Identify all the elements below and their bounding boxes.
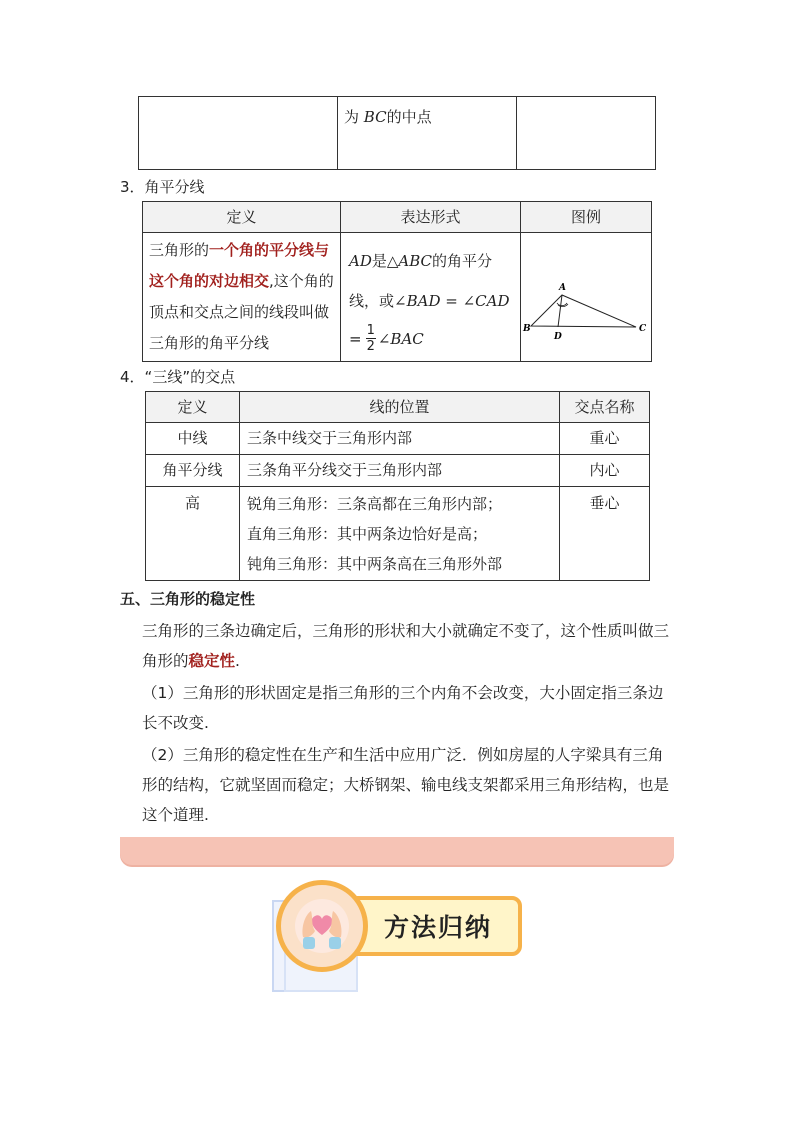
table-row: 中线 三条中线交于三角形内部 重心 bbox=[146, 423, 650, 455]
angle-bisector-table bbox=[142, 201, 652, 362]
figure-cell bbox=[521, 233, 652, 362]
label-d: D bbox=[554, 332, 562, 342]
angle-bisector-figure bbox=[521, 233, 651, 358]
top-table-cell-right bbox=[517, 97, 656, 170]
definition-cell: 三角形的一个角的平分线与这个角的对边相交,这个角的顶点和交点之间的线段叫做三角形的角平分线 bbox=[143, 233, 341, 362]
section3-title: 3．角平分线 bbox=[120, 178, 205, 196]
header-figure: 图例 bbox=[521, 202, 652, 233]
intersection-table bbox=[145, 391, 650, 581]
section5-paragraph-2: （1）三角形的形状固定是指三角形的三个内角不会改变，大小固定指三条边长不改变. bbox=[142, 684, 664, 732]
method-summary-banner bbox=[268, 870, 526, 998]
var-bc: BC bbox=[363, 108, 387, 126]
top-table-cell-mid: 为 BC的中点 bbox=[338, 97, 517, 170]
banner-circle bbox=[276, 880, 368, 972]
header-name: 交点名称 bbox=[560, 392, 650, 423]
section5-title: 五、三角形的稳定性 bbox=[120, 590, 256, 608]
header-def: 定义 bbox=[146, 392, 240, 423]
section5-paragraph-1: 三角形的三条边确定后，三角形的形状和大小就确定不变了，这个性质叫做三角形的稳定性. bbox=[142, 622, 670, 670]
label-c: C bbox=[639, 324, 647, 334]
top-table-cell-left bbox=[139, 97, 338, 170]
header-expression: 表达形式 bbox=[341, 202, 521, 233]
banner-title: 方法归纳 bbox=[384, 913, 493, 942]
table-row: 角平分线 三条角平分线交于三角形内部 内心 bbox=[146, 455, 650, 487]
label-b: B bbox=[523, 324, 531, 334]
header-position: 线的位置 bbox=[240, 392, 560, 423]
expression-cell: AD是△ABC的角平分 线，或∠BAD = ∠CAD = $\frac{1}{2}$ ∠BAC bbox=[341, 233, 521, 362]
definition-highlight: 一个角的平分线与这个角的对边相交 bbox=[149, 241, 330, 290]
heart-hands-icon bbox=[293, 897, 351, 955]
section-divider-bar bbox=[120, 837, 674, 865]
label-a: A bbox=[559, 283, 566, 293]
section4-title: 4．“三线”的交点 bbox=[120, 368, 236, 386]
table-row: 高 锐角三角形：三条高都在三角形内部； 直角三角形：其中两条边恰好是高； 钝角三角形：其中两条高在三角形外部 垂心 bbox=[146, 487, 650, 581]
fraction-half: $\frac{1}{2}$ bbox=[366, 323, 375, 354]
top-table bbox=[138, 96, 656, 170]
section5-paragraph-3: （2）三角形的稳定性在生产和生活中应用广泛．例如房屋的人字梁具有三角形的结构，它就坚固而稳定；大桥钢架、输电线支架都采用三角形结构，也是这个道理. bbox=[142, 746, 670, 824]
header-definition: 定义 bbox=[143, 202, 341, 233]
